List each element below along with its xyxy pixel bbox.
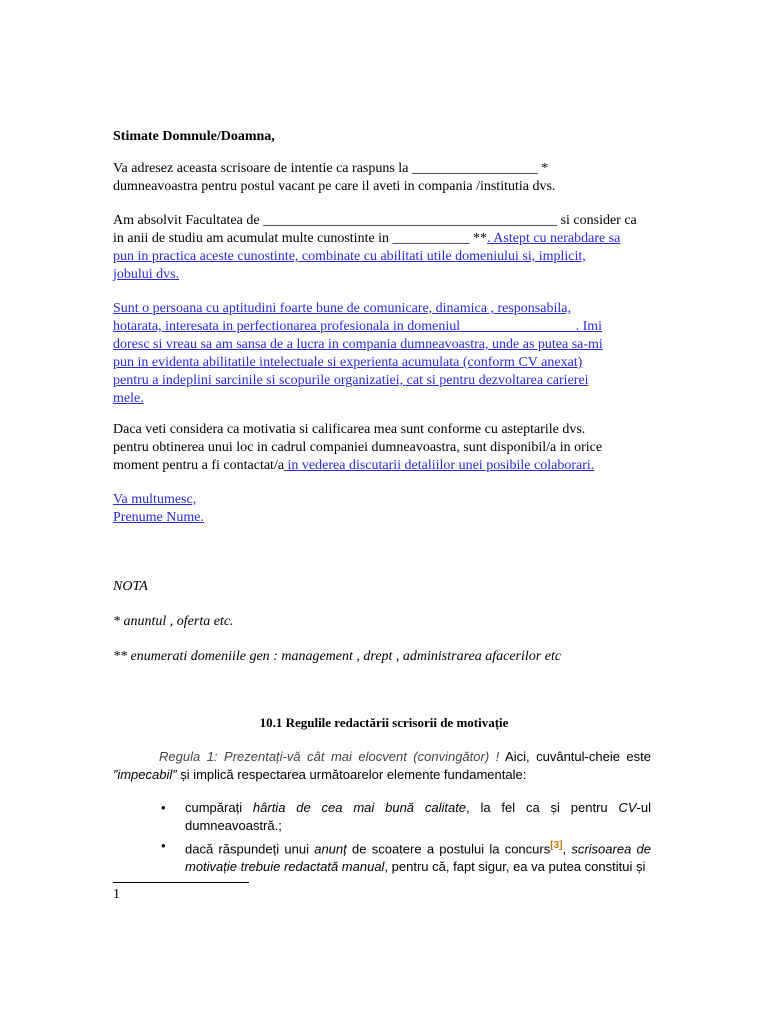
bullet-2-b: anunț: [314, 841, 347, 857]
bullet-item-2: [113, 837, 651, 876]
paragraph-4: [113, 421, 657, 475]
bullet-2-f: , pentru că, fapt sigur, ea va putea constitui și: [384, 859, 646, 875]
bullet-1-c: , la fel ca și pentru: [466, 800, 619, 815]
paragraph-1: [113, 160, 657, 196]
p3-line[interactable]: hotarata, interesata in perfectionarea profesionala in domeniul ________________. Imi: [113, 319, 603, 334]
p2-line-text: in anii de studiu am acumulat multe cunostinte in ___________ **: [113, 231, 488, 246]
bullet-text: [185, 837, 651, 876]
bullet-2-a: dacă răspundeți unui: [185, 841, 315, 857]
rule-1-body: Aici, cuvântul-cheie este: [499, 749, 652, 764]
rule-1-keyword: ”impecabil”: [113, 767, 177, 782]
p1-line: Va adresez aceasta scrisoare de intentie ca raspuns la __________________ *: [113, 161, 549, 176]
paragraph-3: [113, 300, 657, 408]
bullet-2-c: de scoatere a postului la concurs: [346, 841, 551, 857]
bullet-2-d: ,: [562, 841, 572, 857]
greeting: Stimate Domnule/Doamna,: [113, 129, 275, 144]
note-1: * anuntul , oferta etc.: [113, 614, 234, 629]
bullet-1-a: cumpărați: [185, 800, 253, 815]
rule-1-paragraph: [113, 748, 651, 784]
footnote-separator: [113, 882, 249, 883]
p4-link[interactable]: in vederea discutarii detaliilor unei posibile colaborari.: [284, 458, 595, 473]
p2-link[interactable]: . Astept cu nerabdare sa: [487, 231, 621, 246]
bullet-2-e: scrisoarea de motivație trebuie redactată manual: [185, 841, 651, 875]
reference-link[interactable]: [3]: [550, 840, 563, 851]
rule-1-body-2: și implică respectarea următoarelor elemente fundamentale:: [176, 767, 527, 782]
rule-1-title: Regula 1: Prezentați-vă cât mai elocvent (convingător) !: [159, 749, 500, 764]
p4-line: pentru obtinerea unui loc in cadrul companiei dumneavoastra, sunt disponibil/a in orice: [113, 440, 603, 455]
greeting-line: [113, 128, 657, 146]
bullet-glyph: •: [161, 838, 166, 853]
note-heading: NOTA: [113, 579, 148, 594]
bullet-item-1: [113, 799, 651, 835]
bullet-1-d: CV: [618, 800, 637, 815]
note-2: ** enumerati domeniile gen : management , drept , administrarea afacerilor etc: [113, 649, 562, 664]
signature[interactable]: Prenume Nume.: [113, 510, 204, 525]
bullet-1-e: -ul dumneavoastră.;: [185, 800, 651, 833]
p3-line[interactable]: mele.: [113, 391, 144, 406]
p1-line: dumneavoastra pentru postul vacant pe care il aveti in compania /institutia dvs.: [113, 179, 556, 194]
bullet-text: [185, 799, 651, 835]
closing-block: [113, 491, 657, 527]
p4-line-text: moment pentru a fi contactat/a: [113, 458, 285, 473]
p2-link-line[interactable]: pun in practica aceste cunostinte, combinate cu abilitati utile domeniului si, implicit,: [113, 249, 586, 264]
paragraph-2: [113, 212, 657, 284]
closing[interactable]: Va multumesc,: [113, 492, 197, 507]
section-title: 10.1 Regulile redactării scrisorii de motivație: [259, 715, 509, 730]
p2-line: [113, 230, 657, 248]
bullet-glyph: •: [161, 800, 166, 815]
p4-line: Daca veti considera ca motivatia si calificarea mea sunt conforme cu asteptarile dvs.: [113, 422, 586, 437]
p3-line[interactable]: pun in evidenta abilitatile intelectuale si experienta acumulata (conform CV anexat): [113, 355, 583, 370]
footnote-number: 1: [113, 887, 120, 902]
bullet-1-b: hârtia de cea mai bună calitate: [252, 800, 467, 815]
p3-line[interactable]: Sunt o persoana cu aptitudini foarte bune de comunicare, dinamica , responsabila,: [113, 301, 571, 316]
p3-line[interactable]: doresc si vreau sa am sansa de a lucra in compania dumneavoastra, unde as putea sa-mi: [113, 337, 603, 352]
rule-1-text: [113, 748, 651, 784]
p4-line: [113, 457, 657, 475]
p2-line: Am absolvit Facultatea de __________________________________________ si consider ca: [113, 213, 637, 228]
p2-link-line[interactable]: jobului dvs.: [113, 267, 180, 282]
p3-line[interactable]: pentru a indeplini sarcinile si scopurile organizatiei, cat si pentru dezvoltarea carierei: [113, 373, 589, 388]
